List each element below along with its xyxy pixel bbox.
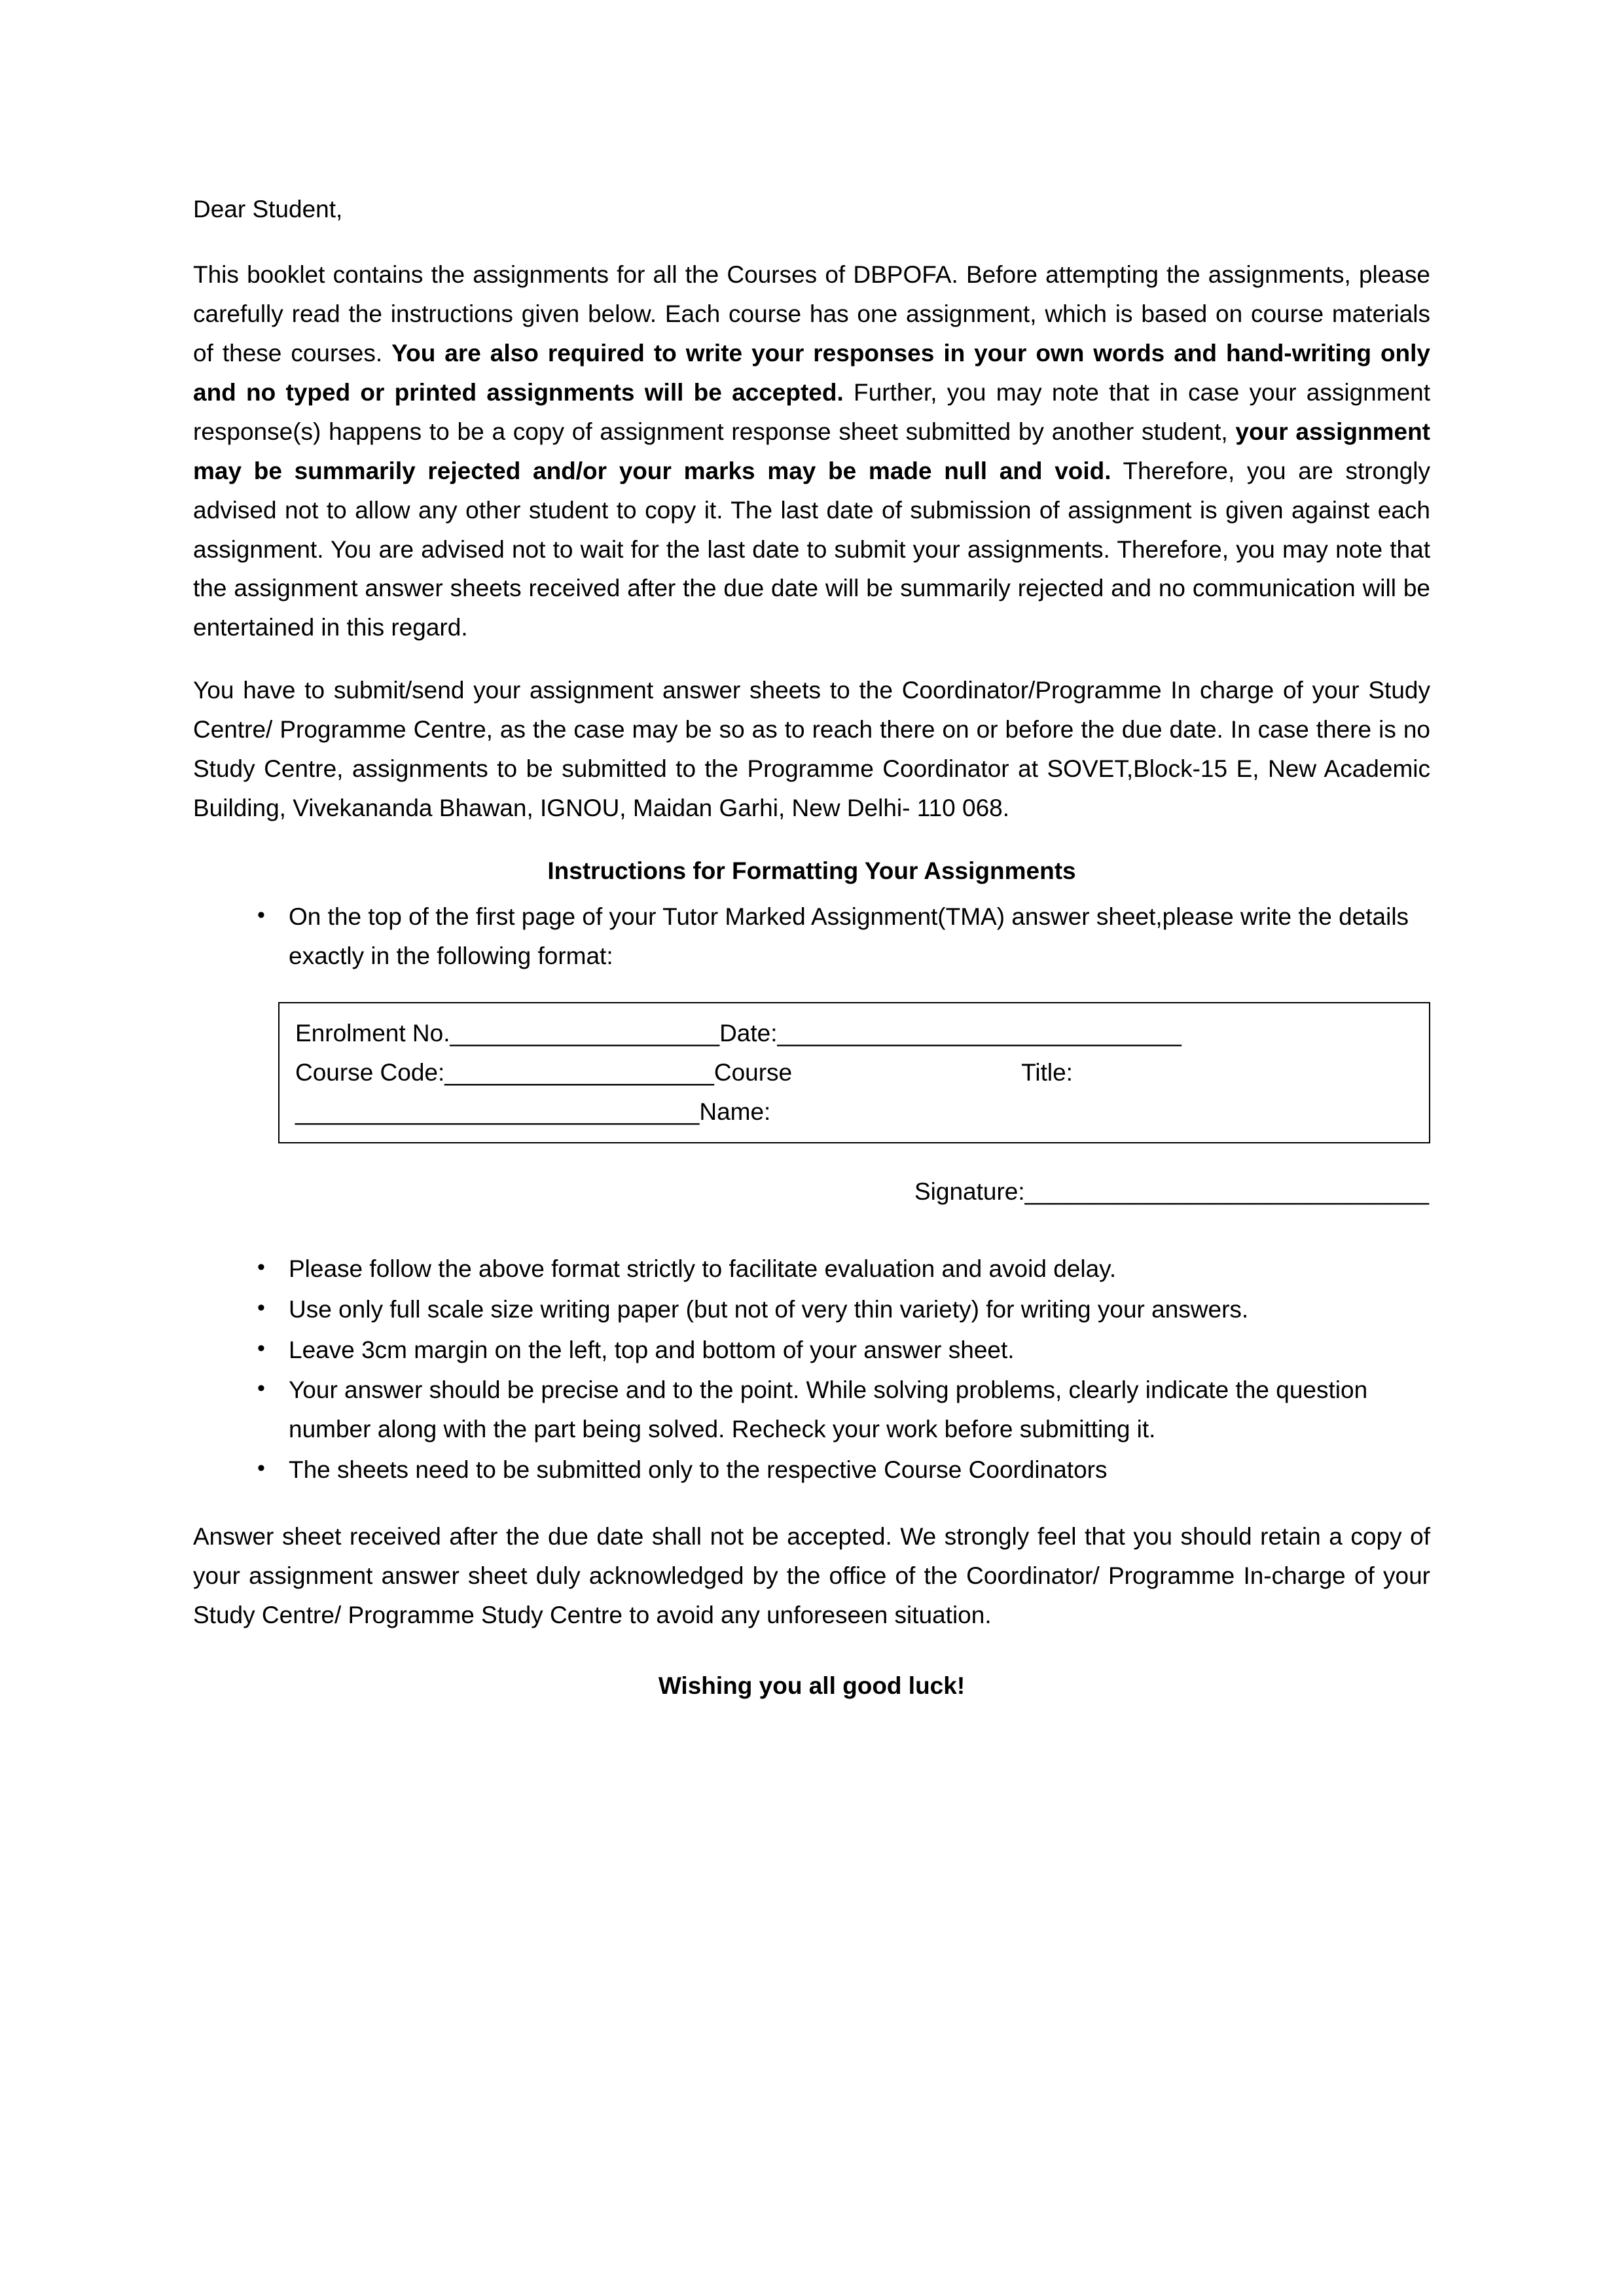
intro-part-2: Further, you may note that in case your assignment response(s) happens to be a copy of assignment response sheet submitted by another student, xyxy=(193,378,1430,445)
title-blank: ______________________________ xyxy=(295,1098,700,1125)
name-label: Name: xyxy=(699,1098,771,1125)
first-bullet-list xyxy=(193,897,1430,976)
intro-part-3: Therefore, you are strongly advised not to allow any other student to copy it. The last date of submission of assignment is given against each assignment. You are advised not to wait for the last date to submit your assignments. Therefore, you may note that the assignment answer sheets received after the due date will be summarily rejected and no communication will be entertained in this regard. xyxy=(193,457,1430,641)
signature-label: Signature: xyxy=(914,1177,1025,1205)
list-item: • Use only full scale size writing paper (but not of very thin variety) for writing your answers. xyxy=(240,1290,1430,1329)
list-item: • Please follow the above format strictly to facilitate evaluation and avoid delay. xyxy=(240,1249,1430,1289)
date-blank: ______________________________ xyxy=(777,1019,1182,1047)
course-code-label: Course Code: xyxy=(295,1058,445,1086)
enrolment-blank: ____________________ xyxy=(450,1019,720,1047)
submission-paragraph: You have to submit/send your assignment answer sheets to the Coordinator/Programme In charge of your Study Centre/ Programme Centre, as the case may be so as to reach there on or before the due date. In case there is no Study Centre, assignments to be submitted to the Programme Coordinator at SOVET,Block-15 E, New Academic Building, Vivekananda Bhawan, IGNOU, Maidan Garhi, New Delhi- 110 068. xyxy=(193,677,1430,822)
list-item: • The sheets need to be submitted only to the respective Course Coordinators xyxy=(240,1450,1430,1490)
retention-paragraph: Answer sheet received after the due date shall not be accepted. We strongly feel that you should retain a copy of your assignment answer sheet duly acknowledged by the office of the Coordinator/ Programme In-charge of your Study Centre/ Programme Study Centre to avoid any unforeseen situation. xyxy=(193,1523,1430,1629)
title-label: Title: xyxy=(1021,1058,1073,1086)
intro-bold-1: You are also required to write your responses in your own words and hand-writing only and no typed or printed assignments will be accepted. xyxy=(193,339,1431,406)
date-label: Date: xyxy=(719,1019,778,1047)
greeting-text: Dear Student, xyxy=(193,196,343,223)
tma-format-box xyxy=(278,1002,1430,1143)
form-row-enrolment xyxy=(295,1014,1413,1053)
form-row-course-code xyxy=(295,1053,1413,1092)
list-item: • Leave 3cm margin on the left, top and bottom of your answer sheet. xyxy=(240,1331,1430,1370)
list-item: • On the top of the first page of your Tutor Marked Assignment(TMA) answer sheet,please write the details exactly in the following format: xyxy=(240,897,1430,976)
formatting-bullet-list xyxy=(193,1249,1430,1490)
intro-paragraph xyxy=(193,255,1430,647)
enrolment-label: Enrolment No. xyxy=(295,1019,450,1047)
closing-text: Wishing you all good luck! xyxy=(658,1672,965,1700)
intro-part-1: This booklet contains the assignments for all the Courses of DBPOFA. Before attempting the assignments, please carefully read the instructions given below. Each course has one assignment, which is based on course materials of these courses. xyxy=(193,260,1430,367)
course-code-blank: ____________________ xyxy=(444,1058,714,1086)
course-label: Course xyxy=(713,1058,793,1086)
form-row-name xyxy=(295,1092,1413,1132)
intro-bold-2: your assignment may be summarily rejected and/or your marks may be made null and void. xyxy=(193,418,1430,484)
instructions-heading: Instructions for Formatting Your Assignments xyxy=(547,857,1076,885)
signature-blank: ______________________________ xyxy=(1024,1177,1429,1205)
list-item: • Your answer should be precise and to the point. While solving problems, clearly indicate the question number along with the part being solved. Recheck your work before submitting it. xyxy=(240,1371,1430,1449)
document-body xyxy=(193,190,1430,1706)
signature-line xyxy=(193,1172,1430,1211)
